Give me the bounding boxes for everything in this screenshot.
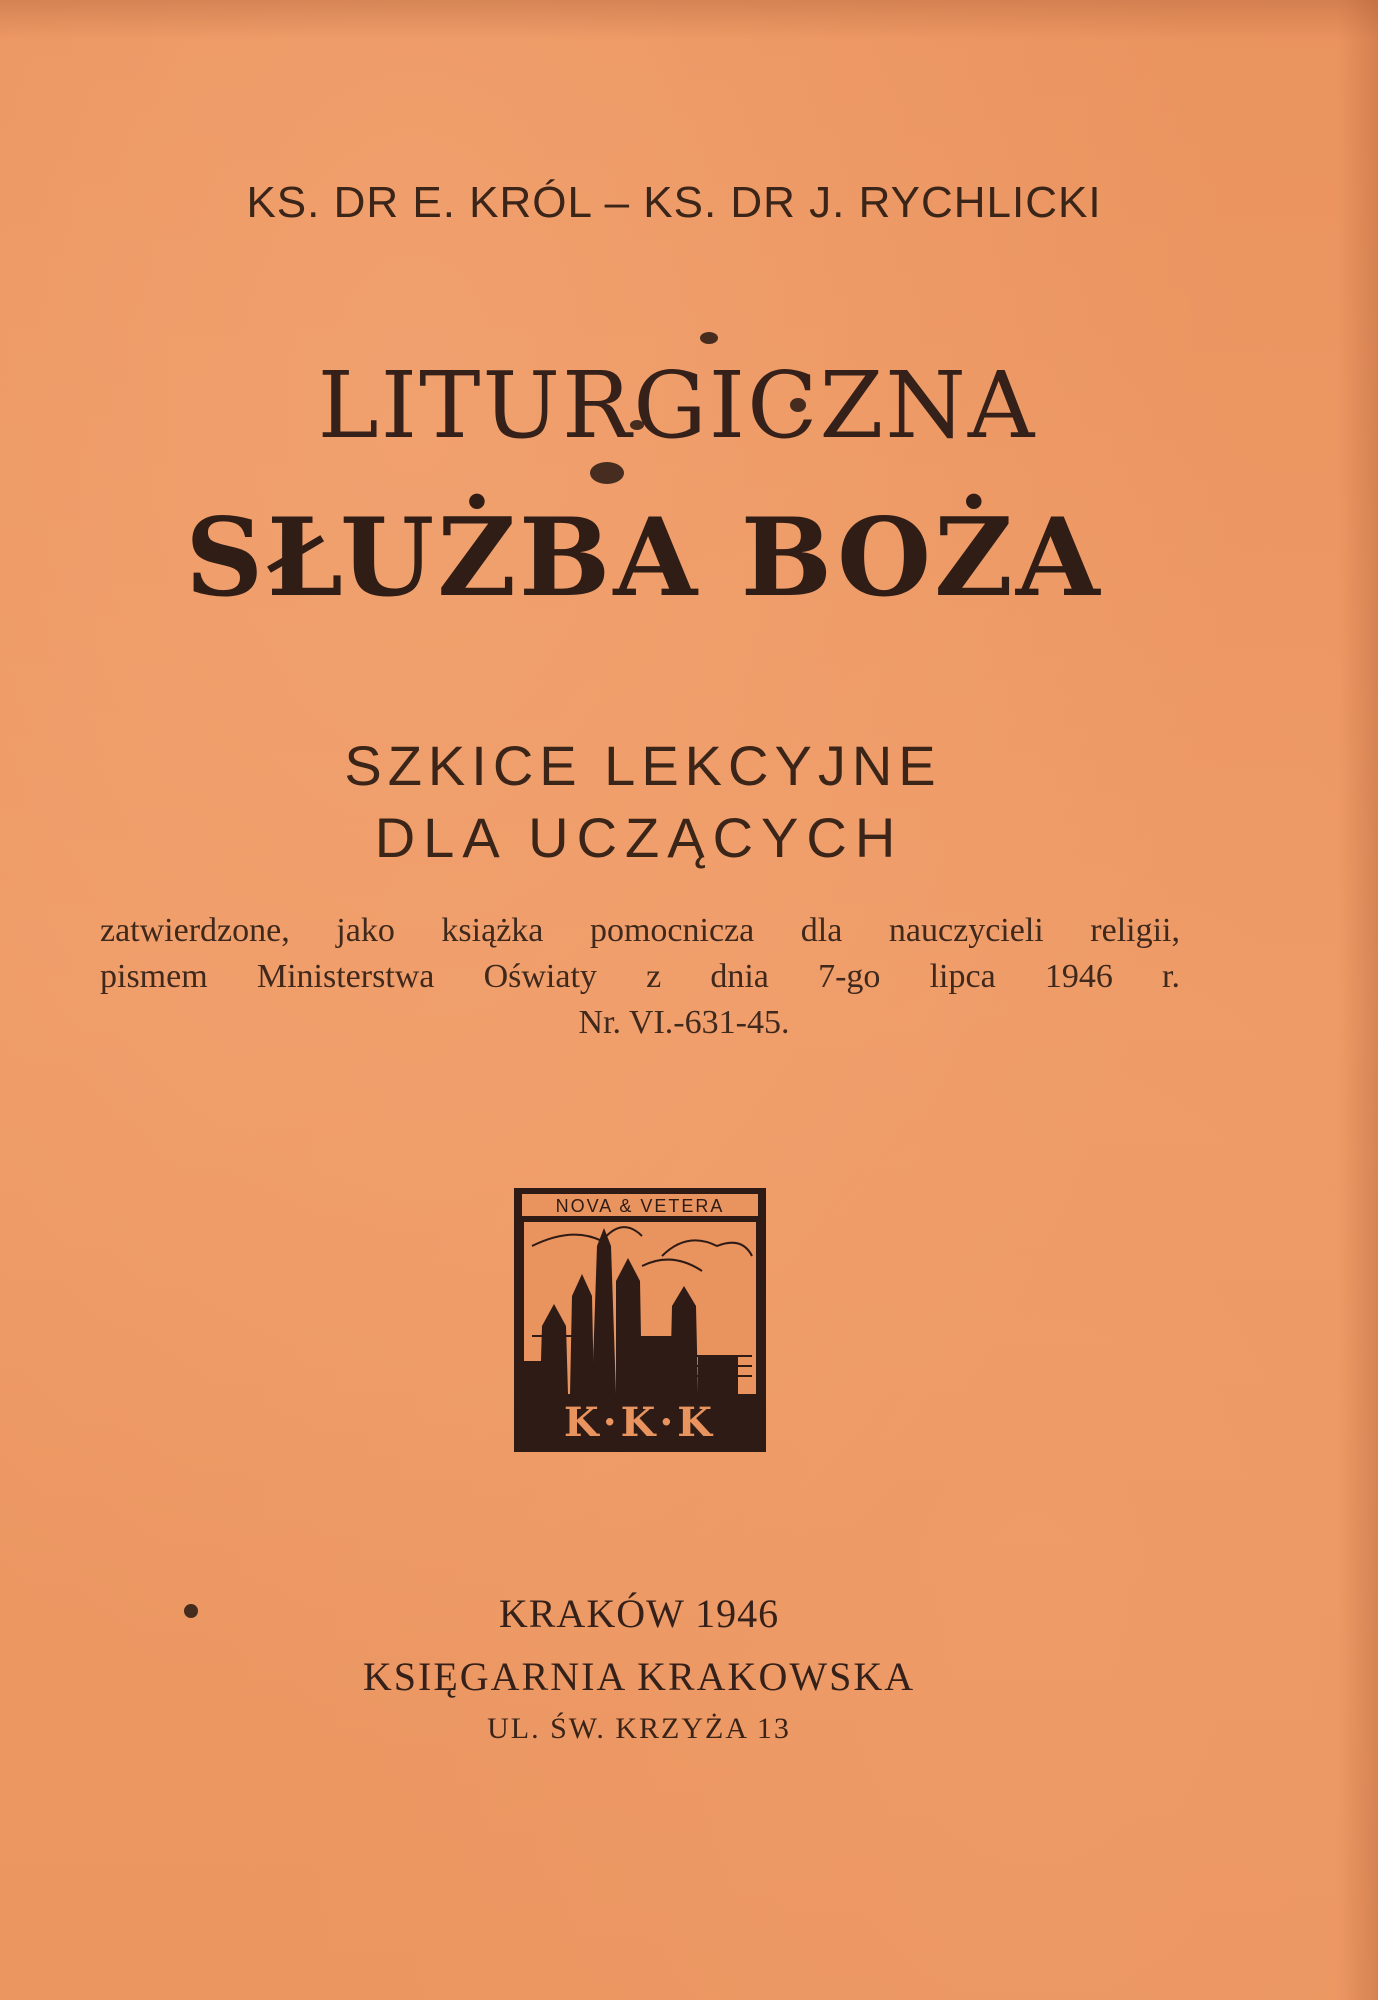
subtitle-line-1: SZKICE LEKCYJNE — [344, 734, 942, 797]
ink-stain — [700, 332, 718, 344]
city-year: KRAKÓW 1946 — [498, 1591, 780, 1636]
approval-line-2: pismem Ministerstwa Oświaty z dnia 7-go lipca 1946 r. — [100, 958, 1180, 995]
approval-line-1: zatwierdzone, jako książka pomocnicza dla nauczycieli religii, — [100, 912, 1180, 949]
authors: KS. DR E. KRÓL – KS. DR J. RYCHLICKI — [246, 178, 1102, 227]
subtitle-line-2: DLA UCZĄCYCH — [374, 806, 904, 869]
ink-stain — [590, 462, 624, 484]
title-line-1: LITURGICZNA — [317, 352, 1037, 459]
paper-edge-shadow — [1338, 0, 1378, 2000]
publisher-name: KSIĘGARNIA KRAKOWSKA — [362, 1654, 916, 1699]
approval-line-3: Nr. VI.-631-45. — [578, 1004, 790, 1041]
logo-letters: K·K·K — [563, 1399, 717, 1446]
paper-edge-shadow — [0, 0, 1378, 40]
publisher-logo — [512, 1186, 768, 1454]
logo-motto: NOVA & VETERA — [555, 1196, 725, 1216]
publisher-address: UL. ŚW. KRZYŻA 13 — [487, 1712, 791, 1745]
title-line-2: SŁUŻBA BOŻA — [185, 495, 1103, 621]
